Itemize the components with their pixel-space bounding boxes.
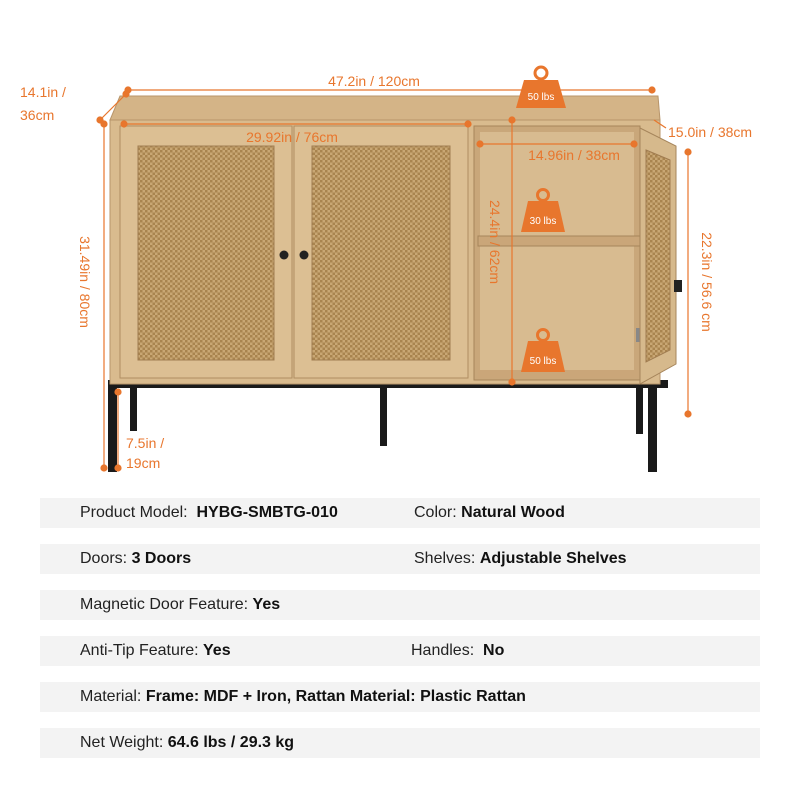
spec-label: Magnetic Door Feature: <box>80 596 249 613</box>
middle-door <box>294 126 468 378</box>
spec-row-anti-tip <box>40 636 760 666</box>
spec-label: Net Weight: <box>80 734 164 751</box>
depth-label-line1: 14.1in / <box>20 84 66 100</box>
inner-height-label: 24.4in / 62cm <box>487 199 503 285</box>
spec-row-magnetic <box>40 590 760 620</box>
metal-base <box>108 380 668 472</box>
right-depth-label: 15.0in / 38cm <box>668 124 753 140</box>
spec-row-doors <box>40 544 760 574</box>
spec-value: Adjustable Shelves <box>479 550 627 567</box>
height-label: 31.49in / 80cm <box>77 236 93 328</box>
left-door <box>120 126 292 378</box>
spec-label: Shelves: <box>414 550 476 567</box>
spec-value: 3 Doors <box>131 550 192 567</box>
cabinet-top <box>110 96 660 120</box>
spec-row-model <box>40 498 760 528</box>
spec-label: Anti-Tip Feature: <box>80 642 199 659</box>
width-label: 47.2in / 120cm <box>328 73 420 89</box>
spec-row-material <box>40 682 760 712</box>
double-door-width-label: 29.92in / 76cm <box>246 129 338 145</box>
spec-value: Frame: MDF + Iron, Rattan Material: Plastic Rattan <box>145 688 526 705</box>
right-height-label: 22.3in / 56.6 cm <box>699 232 715 332</box>
spec-label: Material: <box>80 688 142 705</box>
weight-bottom-label: 50 lbs <box>529 356 557 367</box>
spec-value: Yes <box>203 642 231 659</box>
spec-value: HYBG-SMBTG-010 <box>196 504 338 521</box>
weight-top-label: 50 lbs <box>527 92 555 103</box>
spec-value: No <box>483 642 505 659</box>
spec-label: Doors: <box>80 550 128 567</box>
spec-label: Product Model: <box>80 504 188 521</box>
right-inner-width-label: 14.96in / 38cm <box>528 147 620 163</box>
leg-height-label-line1: 7.5in / <box>126 435 165 451</box>
leg-height-label-line2: 19cm <box>126 455 161 471</box>
weight-50lbs-top-icon <box>516 67 566 108</box>
spec-label: Handles: <box>411 642 475 659</box>
spec-value: Yes <box>252 596 281 613</box>
weight-shelf-label: 30 lbs <box>529 216 557 227</box>
depth-label-line2: 36cm <box>20 107 55 123</box>
spec-value: 64.6 lbs / 29.3 kg <box>167 734 295 751</box>
open-right-door <box>640 128 682 384</box>
spec-value: Natural Wood <box>461 504 565 521</box>
spec-row-weight <box>40 728 760 758</box>
spec-label: Color: <box>414 504 457 521</box>
